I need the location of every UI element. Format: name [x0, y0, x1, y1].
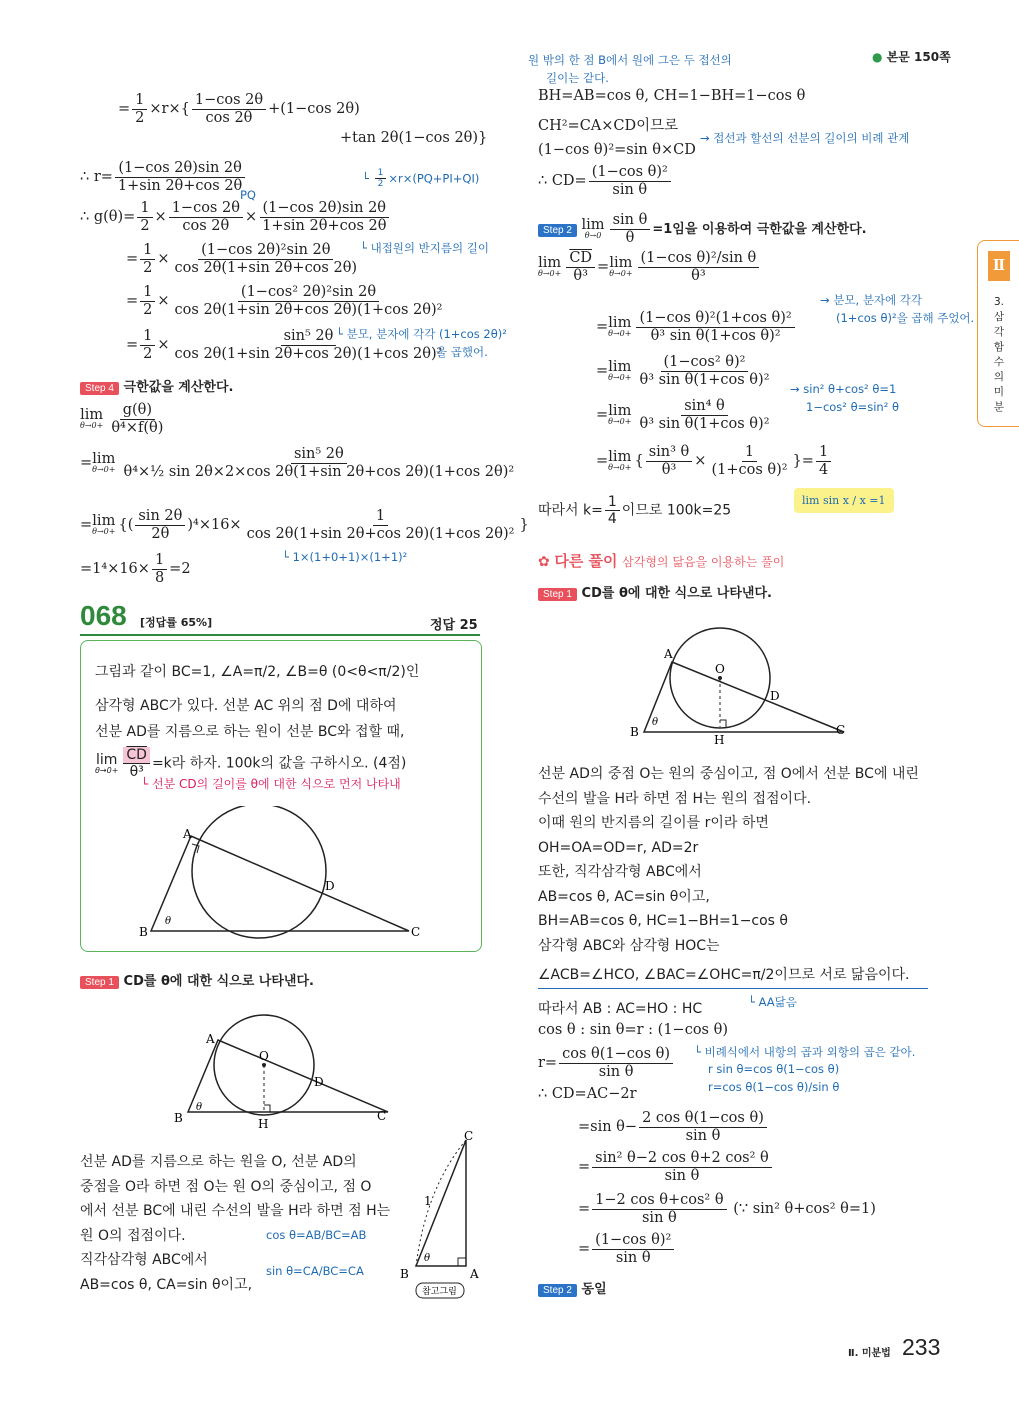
note-tangent-2: 길이는 같다. — [546, 71, 609, 85]
right-k: 따라서 k= $\frac{1}{4}$ 이므로 100k=25 — [538, 494, 732, 528]
eq-r: ∴ r= $\frac{(1-\cos 2\theta)\sin 2\theta}{1+\sin 2\theta+\cos 2\theta}$ — [80, 160, 247, 194]
problem-line-2: 삼각형 ABC가 있다. 선분 AC 위의 점 D에 대하여 — [95, 698, 397, 714]
svg-text:A: A — [206, 1032, 215, 1046]
note-proportion-3: r=cos θ(1−cos θ)/sin θ — [708, 1080, 840, 1094]
right-lim-c: = lim θ→0+ $\frac{\text{(1−cos² θ)²}}{\text{θ³ sin θ(1+cos θ)²}}$ — [596, 354, 770, 388]
svg-text:C: C — [836, 723, 846, 737]
svg-text:B: B — [630, 725, 639, 739]
note-aa: └ AA닮음 — [748, 995, 797, 1009]
left-step1-figure — [170, 1010, 400, 1130]
label-D: D — [325, 879, 335, 893]
svg-text:H: H — [258, 1117, 269, 1130]
eq-g-3: = $\frac{1}{2}$ × $\frac{\text{sin⁵ 2θ}}{\text{cos 2θ(1+sin 2θ+cos 2θ)(1+cos 2θ)²}}$ — [126, 328, 443, 362]
eq-g-1: = $\frac{1}{2}$ × $\frac{\text{(1−cos 2θ)²sin 2θ}}{\cos 2\theta(1+\sin 2\theta+\cos 2\theta)}$ — [126, 242, 358, 276]
note-pq: PQ — [240, 188, 256, 202]
note-secant: → 접선과 할선의 선분의 길이의 비례 관계 — [700, 131, 910, 145]
right-eq-3: (1−cos θ)²=sin θ×CD — [538, 142, 696, 158]
problem-line-3: 선분 AD를 지름으로 하는 원이 선분 BC와 접할 때, — [95, 724, 405, 740]
note-incircle: └ 내접원의 반지름의 길이 — [360, 241, 489, 255]
left-step1-header: Step 1 CD를 θ에 대한 식으로 나타낸다. — [80, 970, 314, 989]
alt-underline — [538, 988, 928, 989]
svg-text:A: A — [664, 647, 673, 661]
problem-box — [80, 640, 482, 952]
note-multiply-2: 을 곱했어. — [436, 345, 488, 359]
alt-step1-header: Step 1 CD를 θ에 대한 식으로 나타낸다. — [538, 582, 772, 601]
svg-text:θ: θ — [424, 1253, 431, 1264]
label-A: A — [183, 827, 192, 841]
note-sin: sin θ=CA/BC=CA — [266, 1264, 364, 1278]
step4-lim0: lim θ→0+ $\frac{g(\theta)}{\text{θ⁴×f(θ)}}$ — [80, 402, 164, 436]
svg-text:C: C — [377, 1109, 387, 1123]
svg-text:O: O — [715, 662, 725, 676]
svg-text:θ: θ — [196, 1102, 203, 1113]
label-theta: θ — [165, 916, 172, 927]
left-step1-text: 선분 AD를 지름으로 하는 원을 O, 선분 AD의 중점을 O라 하면 점 O는 원 O의 중심이고, 점 O 에서 선분 BC에 내린 수선의 발을 H라 하면 점 H는 원 O의 접점이다. 직각삼각형 ABC에서 AB=cos θ, CA=sin θ이고, — [80, 1154, 391, 1293]
problem-figure — [131, 806, 431, 941]
chapter-tab[interactable] — [977, 240, 1019, 427]
alt-step2-badge: Step 2 — [538, 1284, 577, 1297]
right-eq-2: CH²=CA×CD이므로 — [538, 118, 679, 134]
right-lim-b: = lim θ→0+ $\frac{\text{(1−cos θ)²(1+cos θ)²}}{\text{θ³ sin θ(1+cos θ)²}}$ — [596, 310, 797, 344]
right-step2-badge: Step 2 — [538, 224, 577, 237]
eq-left-1: = $\frac{1}{2}$ ×r×{ $\frac{1-\cos 2\theta}{\cos 2\theta}$ +(1−cos 2θ) — [118, 92, 360, 126]
problem-hint: └ 선분 CD의 길이를 θ에 대한 식으로 먼저 나타내 — [141, 777, 401, 791]
problem-rate: [정답률 65%] — [140, 616, 213, 629]
chapter-roman: Ⅱ — [988, 251, 1010, 281]
step4-lim3: =1⁴×16× $\frac{1}{8}$ =2 — [80, 552, 191, 586]
note-multiply-right: → 분모, 분자에 각각 — [820, 293, 923, 307]
note-tangent-1: 원 밖의 한 점 B에서 원에 그은 두 접선의 — [528, 53, 732, 67]
eq-g-2: = $\frac{1}{2}$ × $\frac{\text{(1−cos² 2θ)²sin 2θ}}{\text{cos 2θ(1+sin 2θ+cos 2θ)(1+cos 2θ)²}}$ — [126, 284, 443, 318]
alt-cd: ∴ CD=AC−2r — [538, 1086, 637, 1102]
alt-proportion: cos θ : sin θ=r : (1−cos θ) — [538, 1022, 728, 1038]
note-cos: cos θ=AB/BC=AB — [266, 1228, 367, 1242]
note-proportion: └ 비례식에서 내항의 곱과 외항의 곱은 같아. — [694, 1045, 916, 1059]
svg-text:C: C — [464, 1129, 474, 1143]
svg-text:O: O — [259, 1049, 269, 1063]
right-eq-1: BH=AB=cos θ, CH=1−BH=1−cos θ — [538, 88, 806, 104]
alt-step1-badge: Step 1 — [538, 588, 577, 601]
alt-r: r= $\frac{\text{cos θ(1−cos θ)}}{\text{sin θ}}$ — [538, 1046, 675, 1080]
problem-line-1: 그림과 같이 BC=1, ∠A=π/2, ∠B=θ (0<θ<π/2)인 — [95, 664, 420, 680]
alt-s1: =sin θ− $\frac{\text{2 cos θ(1−cos θ)}}{\text{sin θ}}$ — [578, 1110, 769, 1144]
alt-s2: = $\frac{\text{sin² θ−2 cos θ+2 cos² θ}}{\text{sin θ}}$ — [578, 1150, 774, 1184]
note-identity-2: 1−cos² θ=sin² θ — [806, 400, 900, 414]
svg-text:H: H — [714, 733, 725, 747]
svg-text:D: D — [770, 689, 780, 703]
alt-figure — [624, 620, 854, 750]
note-multiply: └ 분모, 분자에 각각 (1+cos 2θ)² — [336, 327, 507, 341]
alt-similar: ∠ACB=∠HCO, ∠BAC=∠OHC=π/2이므로 서로 닮음이다. — [538, 967, 910, 983]
left-step1-badge: Step 1 — [80, 976, 119, 989]
page-reference: ● 본문 150쪽 — [872, 50, 951, 64]
label-C: C — [411, 925, 421, 939]
eq-g: ∴ g(θ)= $\frac{1}{2}$ × $\frac{1-\cos 2\theta}{\cos 2\theta}$ × $\frac{(1-\cos 2\theta)\sin 2\theta}{1+\sin 2\theta+\cos 2\theta}$ — [80, 200, 391, 234]
step4-header: Step 4 극한값을 계산한다. — [80, 376, 233, 395]
chapter-title: 3. 삼각함수의 미분 — [993, 296, 1005, 413]
problem-number: 068 — [80, 600, 127, 631]
page-number: 233 — [902, 1334, 941, 1360]
svg-text:θ: θ — [652, 717, 659, 728]
alt-header: ✿ 다른 풀이 삼각형의 닮음을 이용하는 풀이 — [538, 552, 785, 570]
svg-text:A: A — [470, 1267, 479, 1281]
reference-label: 참고그림 — [422, 1287, 457, 1297]
right-step2-header: Step 2 lim θ→0 $\frac{\text{sin θ}}{\theta}$ =1임을 이용하여 극한값을 계산한다. — [538, 212, 867, 246]
note-proportion-2: r sin θ=cos θ(1−cos θ) — [708, 1062, 840, 1076]
svg-text:D: D — [314, 1075, 324, 1089]
right-eq-4: ∴ CD= $\frac{\text{(1−cos θ)²}}{\text{sin θ}}$ — [538, 164, 673, 198]
note-limit-values: └ 1×(1+0+1)×(1+1)² — [282, 550, 408, 564]
alt-step2: Step 2 동일 — [538, 1278, 607, 1297]
svg-text:B: B — [400, 1267, 409, 1281]
problem-rule — [80, 634, 480, 636]
footer-section: Ⅱ. 미분법 — [848, 1348, 891, 1359]
step4-lim2: = lim θ→0+ {( $\frac{\sin 2\theta}{2\theta}$ )⁴×16× $\frac{1}{\text{cos 2θ(1+sin 2θ+cos 2θ)(1+cos 2θ)²}}$ } — [80, 508, 529, 542]
alt-s3: = $\frac{\text{1−2 cos θ+cos² θ}}{\text{sin θ}}$ (∵ sin² θ+cos² θ=1) — [578, 1192, 876, 1226]
step4-badge: Step 4 — [80, 382, 119, 395]
step4-lim1: = lim θ→0+ $\frac{\text{sin⁵ 2θ}}{\text{θ⁴×½ sin 2θ×2×cos 2θ(1+sin 2θ+cos 2θ)(1+cos 2θ)²}}$ — [80, 446, 515, 480]
alt-text: 선분 AD의 중점 O는 원의 중심이고, 점 O에서 선분 BC에 내린 수선의 발을 H라 하면 점 H는 원의 접점이다. 이때 원의 반지름의 길이를 r이라 하면 OH=OA=OD=r, AD=2r 또한, 직각삼각형 ABC에서 AB=cos θ, AC=sin θ이고, BH=AB=cos θ, HC=1−BH=1−cos θ 삼각형 ABC와 삼각형 HOC는 — [538, 766, 919, 954]
note-r: └ $\frac{1}{2}$ ×r×(PQ+PI+QI) — [362, 168, 480, 190]
note-identity: → sin² θ+cos² θ=1 — [790, 382, 897, 396]
problem-line-4: lim θ→0+ $\frac{\overline{CD}}{\text{θ³}}$ =k라 하자. 100k의 값을 구하시오. (4점) — [95, 747, 407, 781]
note-multiply-right-2: (1+cos θ)²을 곱해 주었어. — [836, 311, 975, 325]
right-lim-a: lim θ→0+ $\frac{\overline{CD}}{\text{θ³}}$ = lim θ→0+ $\frac{\text{(1−cos θ)²/sin θ}}{\text{θ³}}$ — [538, 250, 761, 284]
svg-text:B: B — [174, 1111, 183, 1125]
hint-box: lim sin x / x =1 — [794, 488, 894, 513]
right-lim-e: = lim θ→0+ { $\frac{\text{sin³ θ}}{\text{θ³}}$ × $\frac{1}{\text{(1+cos θ)²}}$ }= $\frac{1}{4}$ — [596, 444, 833, 478]
alt-ratio: 따라서 AB : AC=HO : HC — [538, 1001, 703, 1017]
problem-answer: 정답 25 — [430, 618, 478, 633]
label-B: B — [139, 925, 148, 939]
eq-left-2: +tan 2θ(1−cos 2θ)} — [340, 130, 488, 146]
svg-text:1: 1 — [424, 1194, 432, 1208]
alt-s4: = $\frac{\text{(1−cos θ)²}}{\text{sin θ}}$ — [578, 1232, 676, 1266]
right-lim-d: = lim θ→0+ $\frac{\text{sin⁴ θ}}{\text{θ³ sin θ(1+cos θ)²}}$ — [596, 398, 770, 432]
reference-figure — [396, 1128, 486, 1300]
